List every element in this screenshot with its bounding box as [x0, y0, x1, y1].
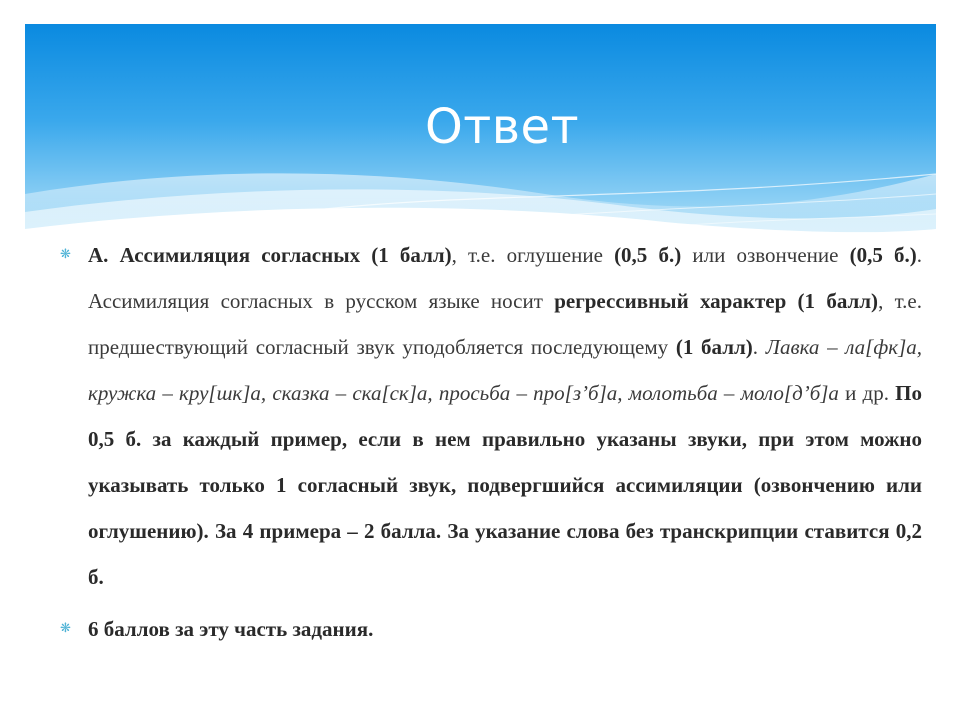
list-item — [54, 232, 922, 600]
header-banner — [25, 24, 936, 239]
list-item — [54, 606, 922, 652]
text-run: А. Ассимиляция согласных (1 балл) — [88, 243, 452, 267]
text-run: По 0,5 б. за каждый пример, если в нем правильно указаны звуки, при этом можно указывать только 1 согласный звук, подвергшийся ассимиляции (озвончению или оглушению). За 4 примера – 2 балла. За указание слова без транскрипции ставится 0,2 б. — [88, 381, 922, 589]
text-run: . — [752, 335, 766, 359]
paragraph-text — [88, 243, 922, 589]
bullet-icon: ❋ — [60, 247, 71, 262]
text-run: , т.е. оглушение — [451, 243, 615, 267]
text-run: , т.е. предшествующий согласный звук уподобляется последующему — [88, 289, 923, 359]
text-run: . Ассимиляция согласных в русском языке носит — [88, 243, 922, 313]
text-run: или озвончение — [681, 243, 850, 267]
text-run: регрессивный характер (1 балл) — [554, 289, 879, 313]
text-run: (0,5 б.) — [849, 243, 917, 267]
slide-title: Ответ — [425, 99, 580, 155]
summary-text: 6 баллов за эту часть задания. — [88, 617, 374, 641]
example-text: Лавка – ла[фк]а, кружка – кру[шк]а, сказка – ска[ск]а, просьба – про[з’б]а, молотьба – моло[д’б]а — [88, 335, 923, 405]
bullet-icon: ❋ — [60, 621, 71, 636]
text-run: (0,5 б.) — [614, 243, 682, 267]
text-run: и др. — [838, 381, 896, 405]
content-area — [54, 232, 922, 652]
text-run: (1 балл) — [675, 335, 753, 359]
